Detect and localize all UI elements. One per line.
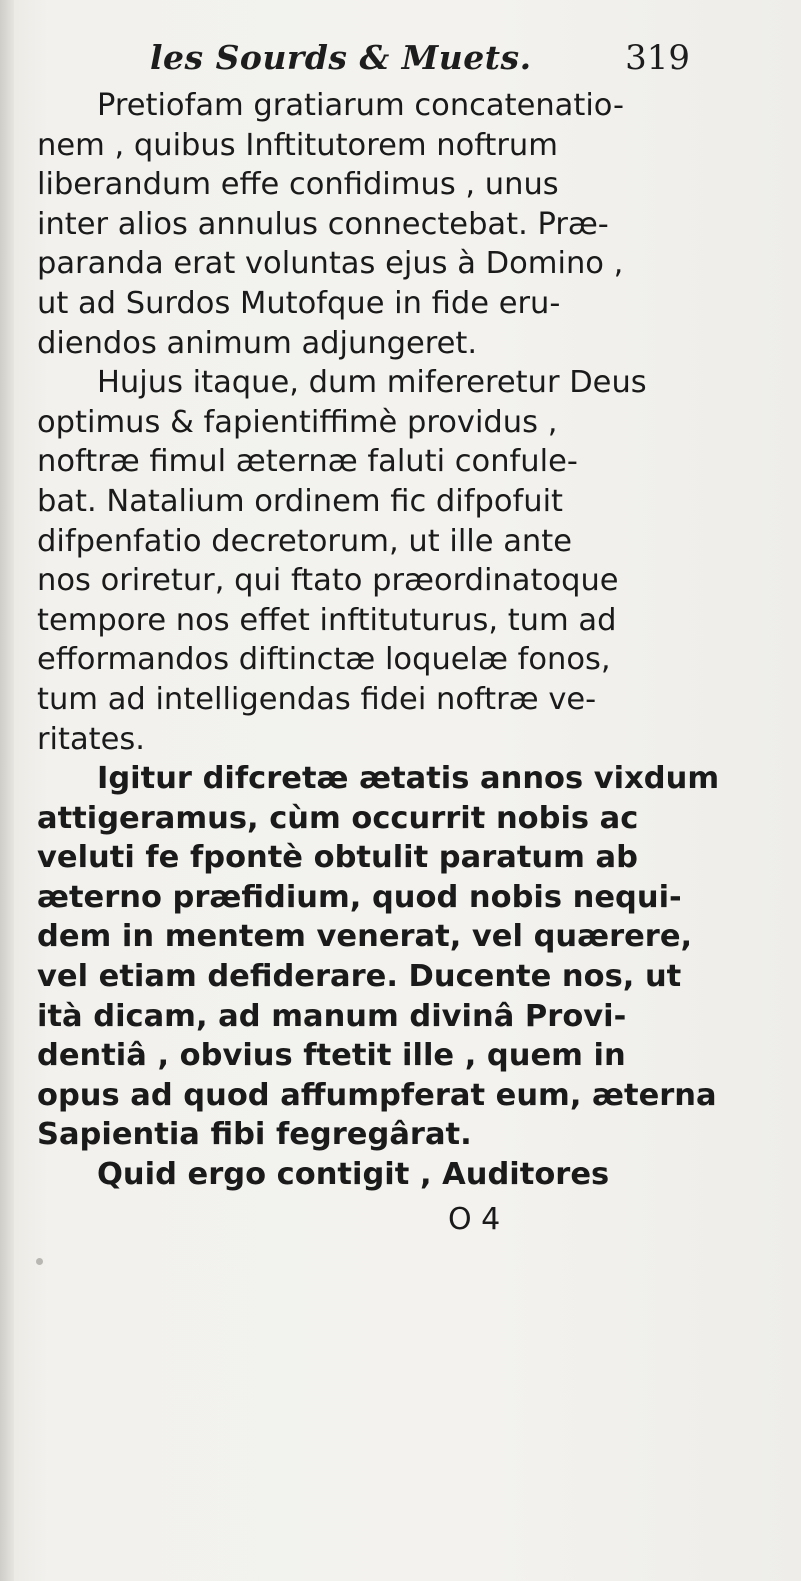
paragraph-1: [37, 86, 769, 363]
text-line: ità dicam, ad manum divinâ Provi-: [37, 998, 627, 1034]
text-line: dem in mentem venerat, vel quærere,: [37, 919, 693, 955]
text-line: difpenfatio decretorum, ut ille ante: [37, 523, 572, 559]
text-line: inter alios annulus connectebat. Præ-: [37, 206, 609, 242]
text-line: nos oriretur, qui ftato præordinatoque: [37, 563, 619, 599]
paragraph-2: [37, 363, 769, 759]
text-line: bat. Natalium ordinem fic difpofuit: [37, 483, 564, 519]
signature-mark: O 4: [448, 1202, 501, 1237]
text-line: Sapientia fibi fegregârat.: [37, 1117, 472, 1153]
text-line: Igitur difcretæ ætatis annos vixdum: [97, 761, 720, 797]
text-line: vel etiam defiderare. Ducente nos, ut: [37, 959, 682, 995]
body-text: [37, 86, 769, 1195]
text-line: efformandos diftinctæ loquelæ fonos,: [37, 642, 611, 678]
text-line: diendos animum adjungeret.: [37, 325, 478, 361]
text-line: attigeramus, cùm occurrit nobis ac: [37, 800, 639, 836]
text-line: veluti fe fpontè obtulit paratum ab: [37, 840, 638, 876]
text-line: liberandum effe confidimus , unus: [37, 167, 559, 203]
text-line: dentiâ , obvius ftetit ille , quem in: [37, 1038, 626, 1074]
text-line: opus ad quod affumpferat eum, æterna: [37, 1077, 717, 1113]
text-line: paranda erat voluntas ejus à Domino ,: [37, 246, 624, 282]
text-line: Quid ergo contigit , Auditores: [97, 1157, 610, 1193]
running-title: les Sourds & Muets.: [150, 38, 532, 77]
page-number: 319: [625, 38, 690, 78]
text-line: optimus & fapientiffimè providus ,: [37, 404, 558, 440]
ink-spot: [36, 1258, 43, 1265]
text-line: noftræ fimul æternæ faluti confule-: [37, 444, 578, 480]
text-line: ut ad Surdos Mutofque in fide eru-: [37, 285, 561, 321]
text-line: tum ad intelligendas fidei noftræ ve-: [37, 681, 597, 717]
text-line: ritates.: [37, 721, 145, 757]
paragraph-3: [37, 759, 769, 1195]
gutter-shadow: [0, 0, 14, 1581]
text-line: tempore nos effet inftituturus, tum ad: [37, 602, 617, 638]
running-head: [150, 38, 690, 88]
text-line: Hujus itaque, dum mifereretur Deus: [97, 365, 647, 401]
text-line: æterno præfidium, quod nobis nequi-: [37, 879, 682, 915]
text-line: nem , quibus Inftitutorem noftrum: [37, 127, 558, 163]
text-line: Pretiofam gratiarum concatenatio-: [97, 88, 625, 123]
